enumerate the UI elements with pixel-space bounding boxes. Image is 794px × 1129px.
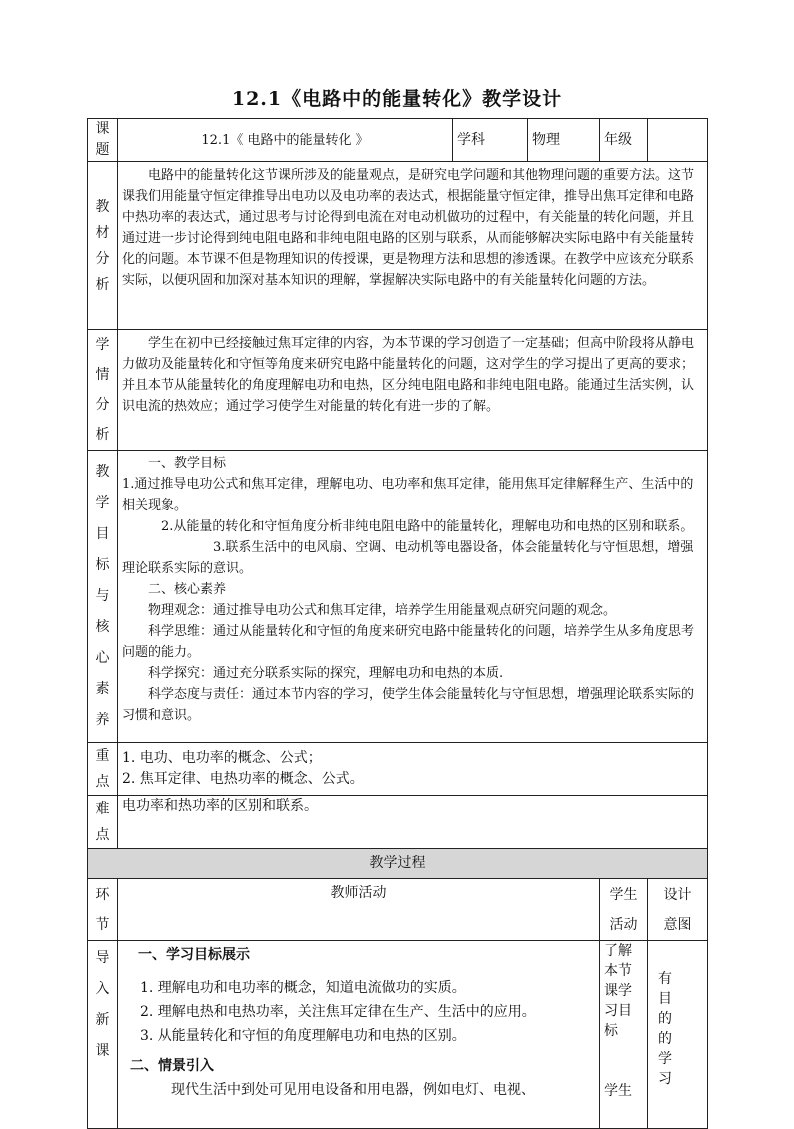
intro-goal-1: 1. 理解电功和电功率的概念，知道电流做功的实质。 xyxy=(140,980,466,996)
process-banner: 教学过程 xyxy=(88,849,708,879)
material-text: 电路中的能量转化这节课所涉及的能量观点，是研究电学问题和其他物理问题的重要方法。这节课我们用能量守恒定律推导出电功以及电功率的表达式，根据能量守恒定律，推导出焦耳定律和电路中热功率的表达式，通过思考与讨论得到电流在对电动机做功的过程中，有关能量的转化问题，并且通过进一步讨论得到纯电阻电路和非纯电阻电路的区别与联系，从而能够解决实际电路中有关能量转化的问题。本节课不但是物理知识的传授课，更是物理方法和思想的渗透课。在教学中应该充分联系实际，以便巩固和加深对基本知识的理解，掌握解决实际电路中的有关能量转化问题的方法。 xyxy=(122,168,695,288)
intro-teacher-cell xyxy=(118,941,600,1129)
intro-design: 有 目 的 的 学 习 xyxy=(658,971,672,1087)
intro-goal-3: 3. 从能量转化和守恒的角度理解电功和电热的区别。 xyxy=(140,1028,466,1044)
key-points-cell xyxy=(118,743,708,796)
goal-item-1: 1.通过推导电功公式和焦耳定律，理解电功、电功率和焦耳定律，能用焦耳定律解释生产、生活中的相关现象。 xyxy=(122,477,694,513)
goals-text-cell xyxy=(118,451,708,743)
students-row xyxy=(88,330,708,451)
material-text-cell xyxy=(118,162,708,330)
key-points-row xyxy=(88,743,708,796)
col-teacher: 教师活动 xyxy=(118,879,600,941)
key-point-1: 1. 电功、电功率的概念、公式； xyxy=(122,750,322,766)
intro-student-cell xyxy=(600,941,648,1129)
process-banner-row xyxy=(88,849,708,879)
difficulty-row xyxy=(88,796,708,849)
core-item-2: 科学思维：通过从能量转化和守恒的角度来研究电路中能量转化的问题，培养学生从多角度思考问题的能力。 xyxy=(122,624,695,660)
intro-design-cell xyxy=(648,941,708,1129)
course-value: 12.1《 电路中的能量转化 》 xyxy=(118,119,453,162)
intro-student-1: 了解 本节 课学 习目 标 xyxy=(604,943,632,1039)
goals-heading-1: 一、教学目标 xyxy=(148,456,227,471)
core-item-3: 科学探究：通过充分联系实际的探究，理解电功和电热的本质. xyxy=(148,666,504,681)
intro-section-2: 二、情景引入 xyxy=(130,1058,214,1074)
students-text-cell xyxy=(118,330,708,451)
material-label: 教材 分析 xyxy=(88,162,118,330)
students-label: 学 情 分析 xyxy=(88,330,118,451)
students-text: 学生在初中已经接触过焦耳定律的内容，为本节课的学习创造了一定基础；但高中阶段将从静电力做功及能量转化和守恒等角度来研究电路中能量转化的问题，这对学生的学习提出了更高的要求；并且本节从能量转化的角度理解电功和电热，区分纯电阻电路和非纯电阻电路。能通过生活实例，认识电流的热效应；通过学习使学生对能量的转化有进一步的了解。 xyxy=(122,336,695,414)
intro-scene: 现代生活中到处可见用电设备和用电器，例如电灯、电视、 xyxy=(171,1082,535,1098)
core-item-4: 科学态度与责任：通过本节内容的学习，使学生体会能量转化与守恒思想，增强理论联系实际的习惯和意识。 xyxy=(122,687,695,723)
goals-row xyxy=(88,451,708,743)
col-student: 学生 活动 xyxy=(600,879,648,941)
col-design: 设计 意图 xyxy=(648,879,708,941)
goal-item-2: 2.从能量的转化和守恒角度分析非纯电阻电路中的能量转化，理解电功和电热的区别和联系。 xyxy=(161,519,694,534)
grade-label: 年级 xyxy=(600,119,648,162)
subject-value: 物理 xyxy=(528,119,600,162)
col-stage: 环 节 xyxy=(88,879,118,941)
intro-student-2: 学生 xyxy=(604,1083,632,1099)
core-item-1: 物理观念：通过推导电功公式和焦耳定律，培养学生用能量观点研究问题的观念。 xyxy=(148,603,617,618)
course-label: 课题 xyxy=(88,119,118,162)
difficulty-label: 难点 xyxy=(88,796,118,849)
intro-section-1: 一、学习目标展示 xyxy=(138,947,250,963)
material-row xyxy=(88,162,708,330)
goals-heading-2: 二、核心素养 xyxy=(148,582,227,597)
goals-label: 教 学 目 标 与 核 心 素 养 xyxy=(88,451,118,743)
intro-row xyxy=(88,941,708,1129)
lesson-plan-table xyxy=(87,118,708,1129)
goal-item-3: 3.联系生活中的电风扇、空调、电动机等电器设备，体会能量转化与守恒思想，增强理论联系实际的意识。 xyxy=(122,540,694,576)
difficulty-text: 电功率和热功率的区别和联系。 xyxy=(118,796,708,849)
key-point-2: 2. 焦耳定律、电热功率的概念、公式。 xyxy=(122,771,364,787)
intro-goal-2: 2. 理解电热和电热功率，关注焦耳定律在生产、生活中的应用。 xyxy=(140,1004,536,1020)
header-row xyxy=(88,119,708,162)
key-points-label: 重点 xyxy=(88,743,118,796)
process-header-row xyxy=(88,879,708,941)
subject-label: 学科 xyxy=(453,119,528,162)
document-title: 12.1《电路中的能量转化》教学设计 xyxy=(231,88,563,110)
grade-value xyxy=(648,119,708,162)
intro-stage: 导 入 新 课 xyxy=(88,941,118,1129)
